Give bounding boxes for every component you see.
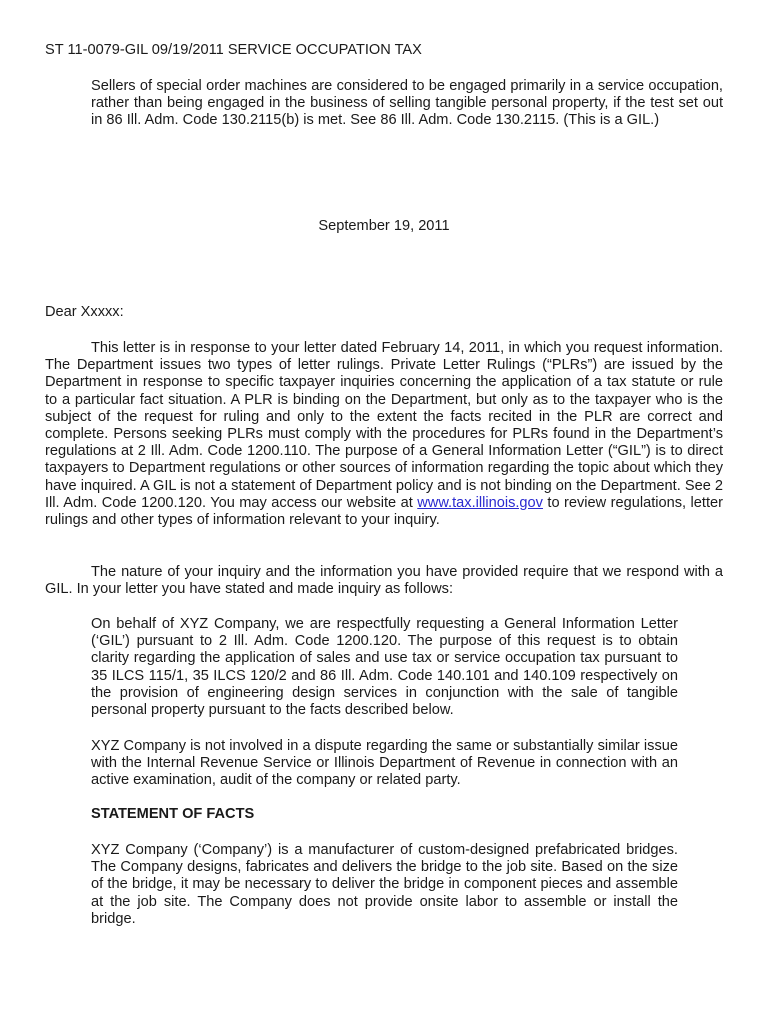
quoted-dispute-paragraph: XYZ Company is not involved in a dispute regarding the same or substantially similar issue with the Internal Revenue Service or Illinois Department of Revenue in connection with an active examination, audit of the company or related party. xyxy=(91,738,678,789)
paragraph-text: to review regulations, letter rulings and other types of information relevant to your inquiry. xyxy=(45,494,723,529)
paragraph-letter-rulings xyxy=(45,340,723,529)
paragraph-nature-of-inquiry: The nature of your inquiry and the information you have provided require that we respond with a GIL. In your letter you have stated and made inquiry as follows: xyxy=(45,564,723,598)
statement-of-facts-heading: STATEMENT OF FACTS xyxy=(91,806,255,822)
quoted-request-paragraph: On behalf of XYZ Company, we are respectfully requesting a General Information Letter (‘GIL’) pursuant to 2 Ill. Adm. Code 1200.120. The purpose of this request is to obtain clarity regarding the application of sales and use tax or service occupation tax pursuant to 35 ILCS 115/1, 35 ILCS 120/2 and 86 Ill. Adm. Code 140.101 and 140.109 respectively on the provision of engineering design services in conjunction with the sale of tangible personal property pursuant to the facts described below. xyxy=(91,616,678,719)
ruling-summary: Sellers of special order machines are considered to be engaged primarily in a service occupation, rather than being engaged in the business of selling tangible personal property, if the test set out in 86 Ill. Adm. Code 130.2115(b) is met. See 86 Ill. Adm. Code 130.2115. (This is a GIL.) xyxy=(91,78,723,129)
letter-date: September 19, 2011 xyxy=(318,218,450,234)
statement-of-facts-paragraph: XYZ Company (‘Company’) is a manufacturer of custom-designed prefabricated bridges. The Company designs, fabricates and delivers the bridge to the job site. Based on the size of the bridge, it may be necessary to deliver the bridge in component pieces and assemble at the job site. The Company does not provide onsite labor to assemble or install the bridge. xyxy=(91,842,678,927)
document-header: ST 11-0079-GIL 09/19/2011 SERVICE OCCUPATION TAX xyxy=(45,42,422,58)
website-link[interactable]: www.tax.illinois.gov xyxy=(417,494,543,511)
salutation: Dear Xxxxx: xyxy=(45,304,124,320)
paragraph-text: This letter is in response to your letter dated February 14, 2011, in which you request information. The Department issues two types of letter rulings. Private Letter Rulings (“PLRs”) are issued by the Department in response to specific taxpayer inquiries concerning the application of a tax statute or rule to a particular fact situation. A PLR is binding on the Department, but only as to the taxpayer who is the subject of the request for ruling and only to the extent the facts recited in the PLR are correct and complete. Persons seeking PLRs must comply with the procedures for PLRs found in the Department’s regulations at 2 Ill. Adm. Code 1200.110. The purpose of a General Information Letter (“GIL”) is to direct taxpayers to Department regulations or other sources of information regarding the topic about which they have inquired. A GIL is not a statement of Department policy and is not binding on the Department. See 2 Ill. Adm. Code 1200.120. You may access our website at xyxy=(45,340,723,511)
